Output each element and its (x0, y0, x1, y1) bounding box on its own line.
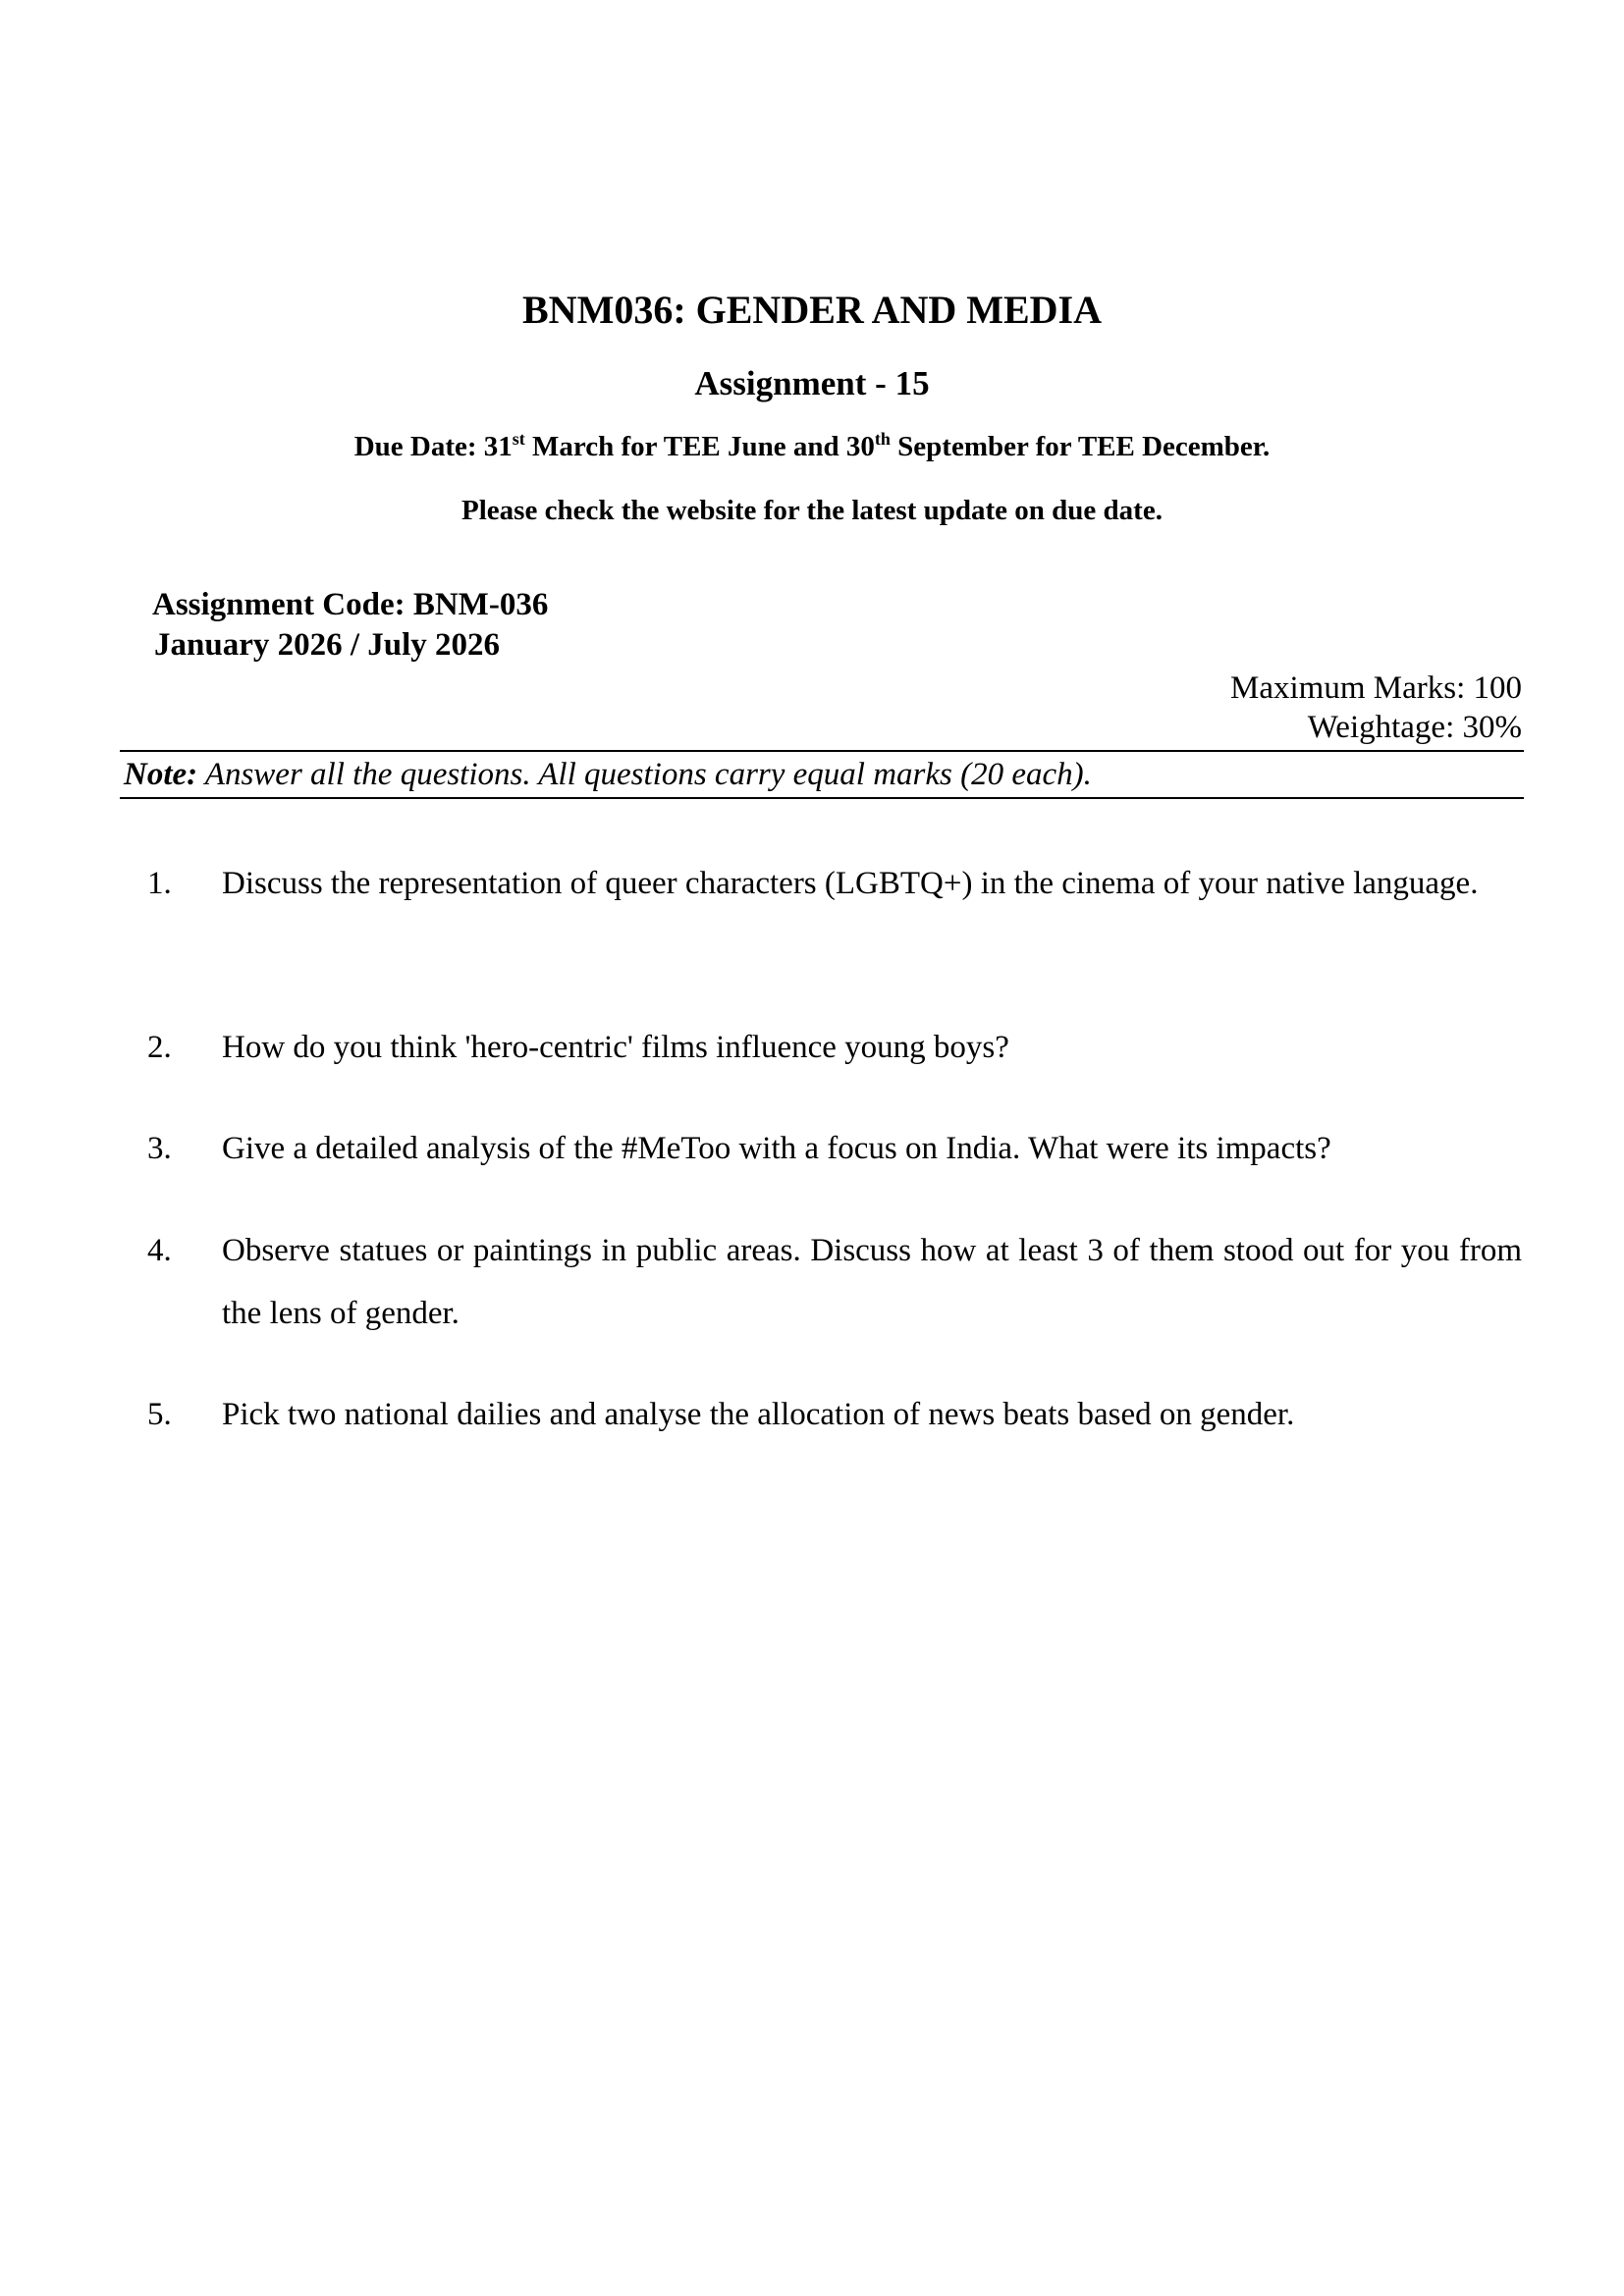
due-date-sup-th: th (874, 429, 891, 449)
maximum-marks: Maximum Marks: 100 (1230, 670, 1522, 706)
divider-top (120, 750, 1524, 752)
note (124, 755, 1092, 794)
assignment-code: Assignment Code: BNM-036 (152, 587, 549, 622)
document-title: BNM036: GENDER AND MEDIA (522, 288, 1102, 332)
due-date-suffix: September for TEE December. (890, 431, 1271, 462)
divider-bottom (120, 797, 1524, 799)
question-number: 3. (147, 1131, 172, 1166)
weightage: Weightage: 30% (1307, 710, 1522, 745)
due-date-prefix: Due Date: 31 (353, 431, 513, 462)
question-number: 5. (147, 1397, 172, 1432)
question-text: Observe statues or paintings in public areas. Discuss how at least 3 of them stood out for you from the lens of gender. (222, 1233, 1522, 1331)
note-text: Answer all the questions. All questions carry equal marks (20 each). (197, 757, 1092, 792)
note-label: Note: (124, 757, 198, 792)
question-number: 1. (147, 866, 172, 901)
question-number: 4. (147, 1233, 172, 1268)
due-date (0, 429, 1624, 464)
question-text: Give a detailed analysis of the #MeToo with a focus on India. What were its impacts? (222, 1131, 1331, 1166)
due-date-middle: March for TEE June and 30 (524, 431, 875, 462)
question-text: Pick two national dailies and analyse the allocation of news beats based on gender. (222, 1397, 1295, 1432)
assignment-number: Assignment - 15 (694, 364, 930, 402)
session: January 2026 / July 2026 (154, 627, 501, 663)
question-number: 2. (147, 1030, 172, 1065)
website-notice: Please check the website for the latest update on due date. (461, 495, 1163, 526)
due-date-sup-st: st (512, 429, 525, 449)
question-text: How do you think 'hero-centric' films influence young boys? (222, 1030, 1009, 1065)
question-text: Discuss the representation of queer characters (LGBTQ+) in the cinema of your native language. (222, 866, 1479, 901)
